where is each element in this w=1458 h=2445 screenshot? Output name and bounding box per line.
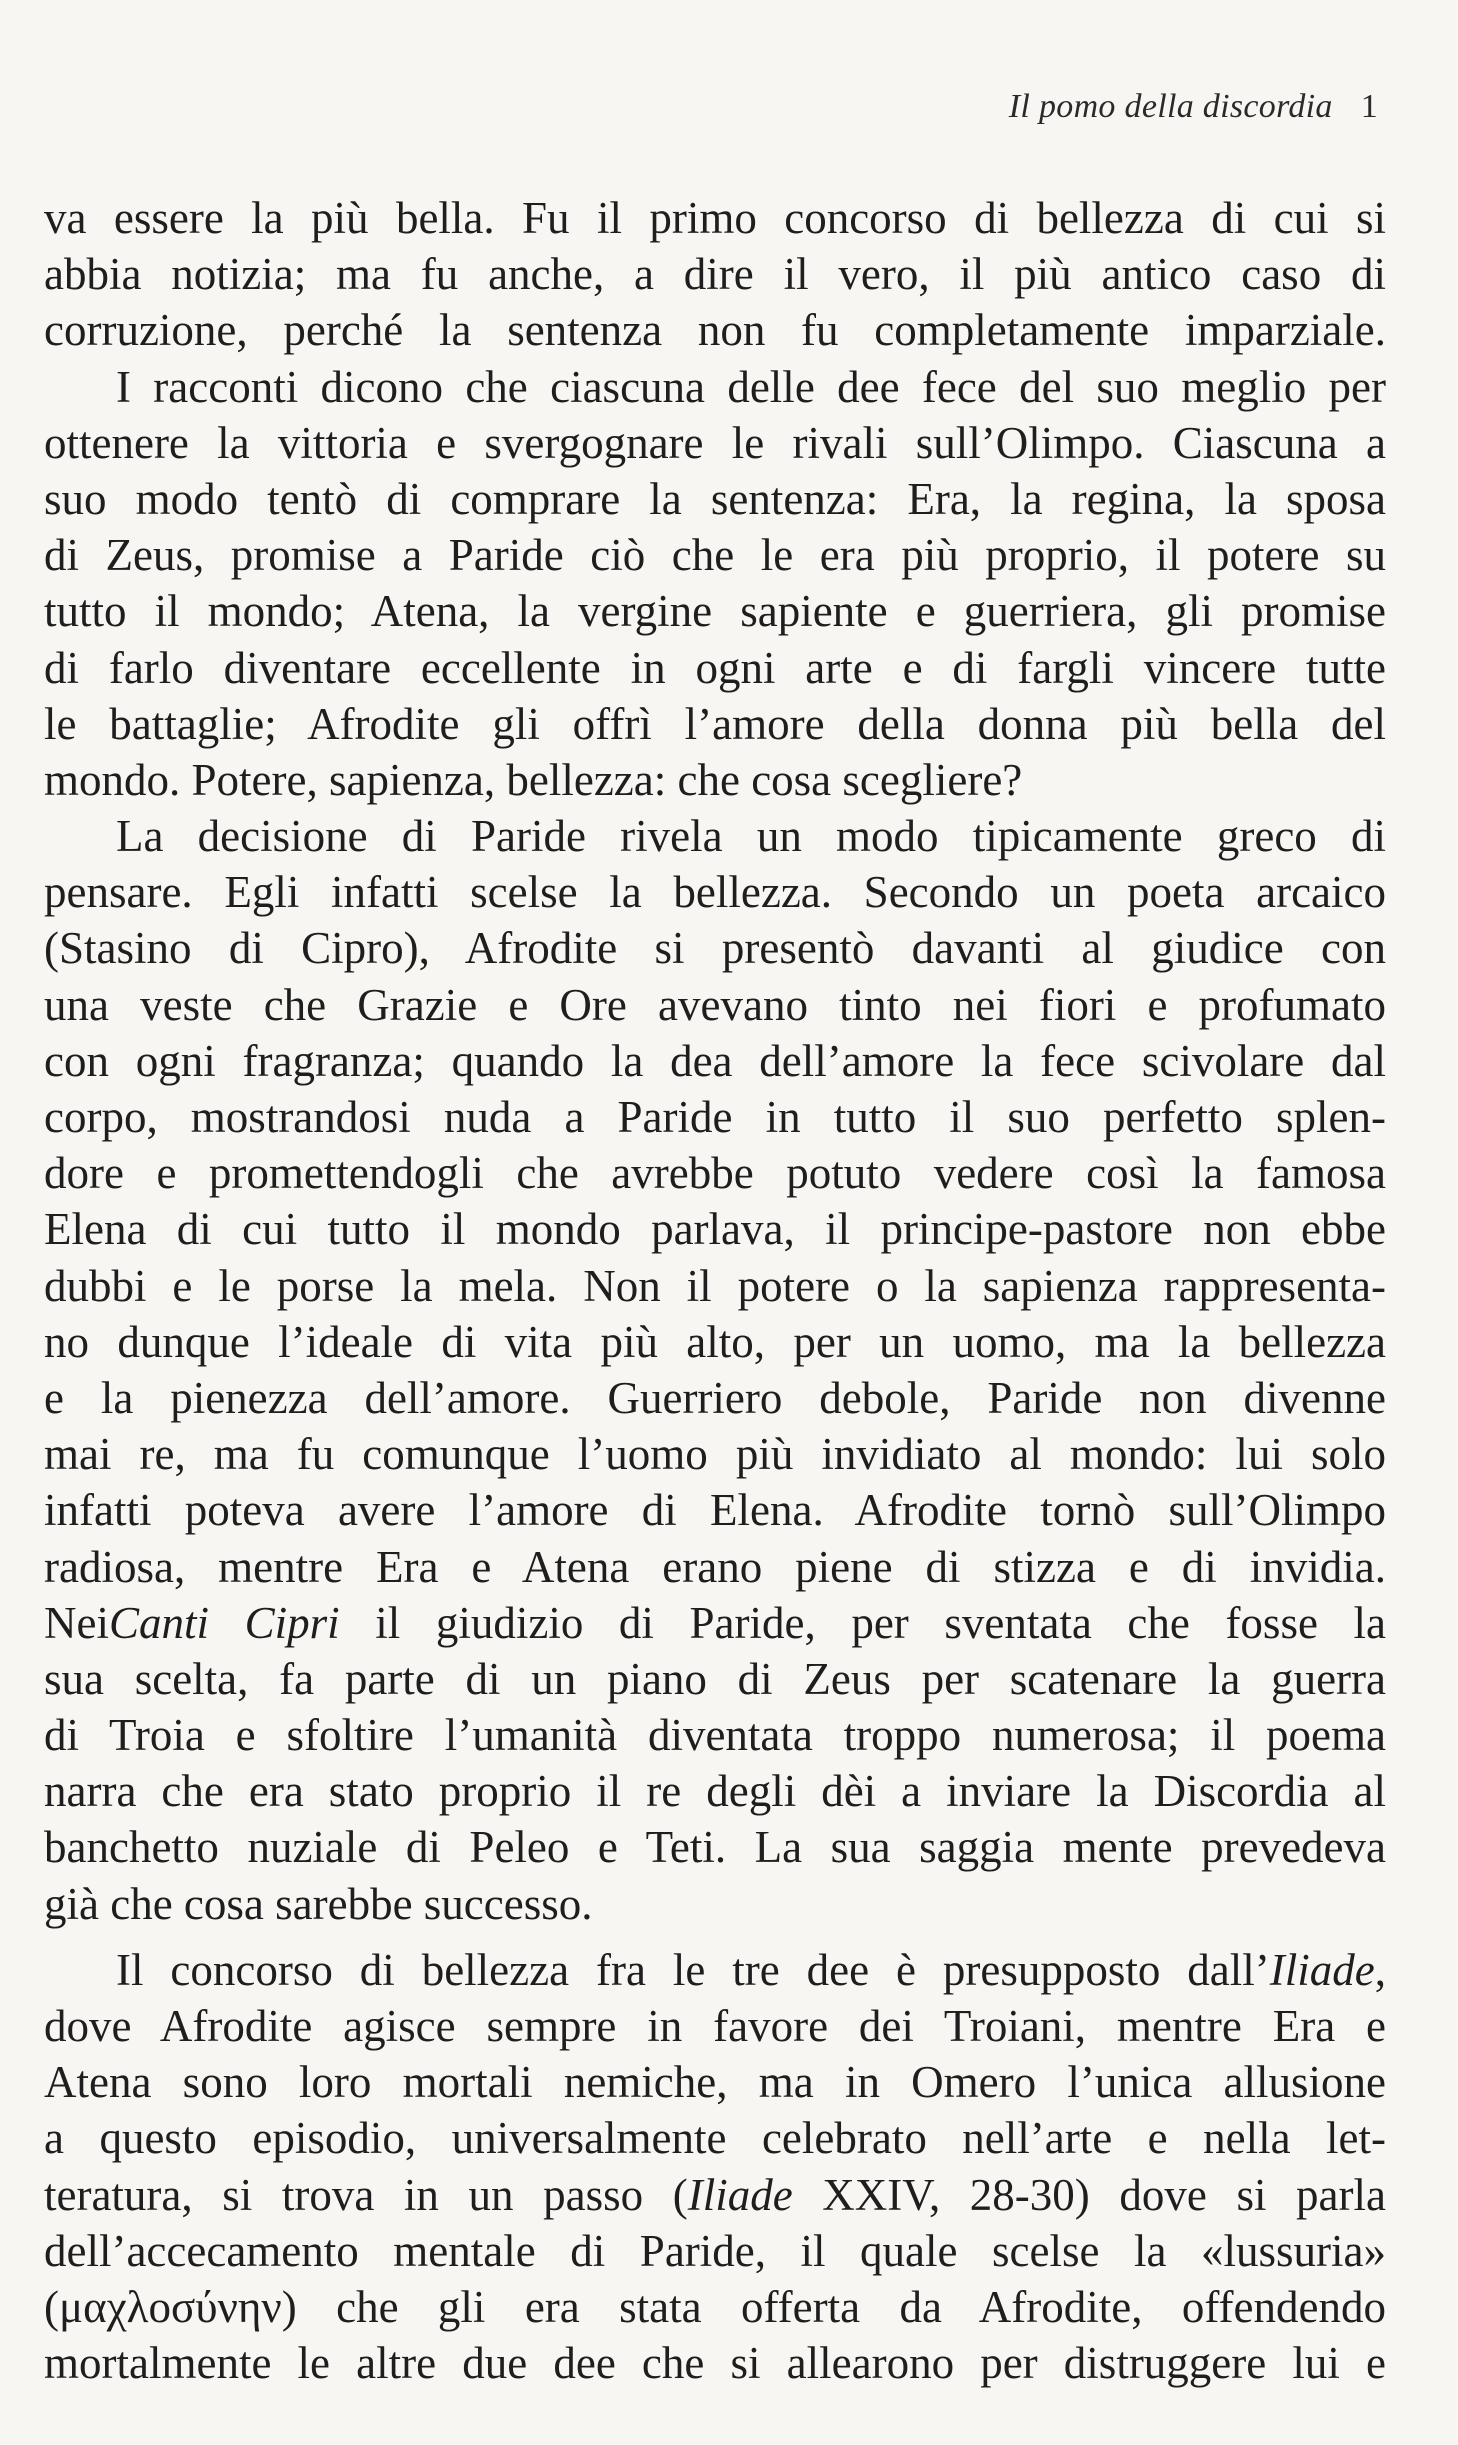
text-run: mai re, ma fu comunque l’uomo più invidiato al mondo: lui solo <box>44 1429 1386 1480</box>
chapter-title: Il pomo della discordia <box>1008 88 1333 125</box>
text-run: mortalmente le altre due dee che si allearono per distruggere lui e <box>44 2338 1386 2389</box>
text-line <box>44 583 1386 639</box>
text-line <box>44 1482 1386 1538</box>
text-line <box>44 1707 1386 1763</box>
text-run: radiosa, mentre Era e Atena erano piene di stizza e di invidia. <box>44 1541 1386 1592</box>
text-run: il giudizio di Paride, per sventata che fosse la <box>339 1597 1386 1648</box>
text-run: tutto il mondo; Atena, la vergine sapiente e guerriera, gli promise <box>44 586 1386 637</box>
text-line <box>44 246 1386 302</box>
text-run: banchetto nuziale di Peleo e Teti. La sua saggia mente prevedeva <box>44 1822 1386 1873</box>
text-line <box>44 1539 1386 1595</box>
text-line <box>44 471 1386 527</box>
text-line <box>44 1819 1386 1875</box>
text-line <box>44 302 1386 358</box>
text-run: suo modo tentò di comprare la sentenza: Era, la regina, la sposa <box>44 473 1386 524</box>
text-run: dubbi e le porse la mela. Non il potere o la sapienza rappresenta- <box>44 1260 1386 1311</box>
italic-title: Canti Cipri <box>108 1597 340 1648</box>
text-line <box>44 359 1386 415</box>
text-run: dell’accecamento mentale di Paride, il quale scelse la «lussuria» <box>44 2225 1386 2276</box>
text-run: infatti poteva avere l’amore di Elena. Afrodite tornò sull’Olimpo <box>44 1485 1386 1536</box>
text-run: sua scelta, fa parte di un piano di Zeus per scatenare la guerra <box>44 1653 1386 1704</box>
text-run: Elena di cui tutto il mondo parlava, il principe-pastore non ebbe <box>44 1204 1386 1255</box>
text-line <box>44 1651 1386 1707</box>
text-line <box>44 1595 1386 1651</box>
text-run: di farlo diventare eccellente in ogni arte e di fargli vincere tutte <box>44 642 1386 693</box>
text-run: XXIV, 28-30) dove si parla <box>792 2169 1386 2220</box>
text-line <box>44 752 1386 808</box>
text-line <box>44 2167 1386 2223</box>
text-line <box>44 1145 1386 1201</box>
text-run: (μαχλοσύνην) che gli era stata offerta da Afrodite, offendendo <box>44 2281 1386 2332</box>
text-line <box>44 1258 1386 1314</box>
text-line <box>44 190 1386 246</box>
text-run: corruzione, perché la sentenza non fu completamente imparziale. <box>44 305 1386 356</box>
text-line <box>44 1998 1386 2054</box>
text-run: Il concorso di bellezza fra le tre dee è presupposto dall’ <box>116 1944 1270 1995</box>
text-run: Atena sono loro mortali nemiche, ma in Omero l’unica allusione <box>44 2057 1386 2108</box>
text-line <box>44 808 1386 864</box>
text-run: (Stasino di Cipro), Afrodite si presentò davanti al giudice con <box>44 923 1386 974</box>
text-line <box>44 640 1386 696</box>
text-line <box>44 2110 1386 2166</box>
text-run: va essere la più bella. Fu il primo concorso di bellezza di cui si <box>44 193 1386 243</box>
text-run: I racconti dicono che ciascuna delle dee fece del suo meglio per <box>116 361 1386 412</box>
text-run: una veste che Grazie e Ore avevano tinto nei fiori e profumato <box>44 979 1386 1030</box>
text-run: corpo, mostrandosi nuda a Paride in tutto il suo perfetto splen- <box>44 1092 1386 1142</box>
running-header <box>1009 88 1378 126</box>
italic-title: Iliade <box>1269 1944 1375 1995</box>
text-line <box>44 1876 1386 1932</box>
text-line <box>44 1089 1386 1145</box>
text-run: dove Afrodite agisce sempre in favore dei Troiani, mentre Era e <box>44 2001 1386 2051</box>
text-line <box>44 977 1386 1033</box>
text-line <box>44 2054 1386 2110</box>
text-run: ottenere la vittoria e svergognare le rivali sull’Olimpo. Ciascuna a <box>44 417 1386 468</box>
text-line <box>44 1314 1386 1370</box>
text-run: teratura, si trova in un passo ( <box>44 2169 688 2220</box>
text-run: a questo episodio, universalmente celebrato nell’arte e nella let- <box>44 2113 1386 2164</box>
text-run: Nei <box>44 1597 109 1648</box>
text-run: no dunque l’ideale di vita più alto, per un uomo, ma la bellezza <box>44 1316 1386 1367</box>
text-run: di Troia e sfoltire l’umanità diventata troppo numerosa; il poema <box>44 1710 1386 1761</box>
text-line <box>44 864 1386 920</box>
page-number: 1 <box>1360 88 1378 125</box>
text-line <box>44 1942 1386 1998</box>
text-line <box>44 2335 1386 2391</box>
text-run: di Zeus, promise a Paride ciò che le era più proprio, il potere su <box>44 530 1386 581</box>
italic-title: Iliade <box>687 2169 793 2220</box>
text-run: e la pienezza dell’amore. Guerriero debole, Paride non divenne <box>44 1372 1386 1423</box>
text-run: narra che era stato proprio il re degli dèi a inviare la Discordia al <box>44 1766 1386 1817</box>
text-line <box>44 2279 1386 2335</box>
text-line <box>44 415 1386 471</box>
text-line <box>44 1370 1386 1426</box>
text-run: già che cosa sarebbe successo. <box>44 1878 593 1929</box>
text-run: La decisione di Paride rivela un modo tipicamente greco di <box>116 811 1386 862</box>
text-run: con ogni fragranza; quando la dea dell’amore la fece scivolare dal <box>44 1035 1386 1086</box>
text-run: pensare. Egli infatti scelse la bellezza. Secondo un poeta arcaico <box>44 867 1386 918</box>
text-line <box>44 1426 1386 1482</box>
text-line <box>44 1201 1386 1257</box>
text-line <box>44 1033 1386 1089</box>
text-run: dore e promettendogli che avrebbe potuto vedere così la famosa <box>44 1148 1386 1199</box>
text-line <box>44 920 1386 976</box>
text-line <box>44 1763 1386 1819</box>
text-line <box>44 696 1386 752</box>
text-run: mondo. Potere, sapienza, bellezza: che cosa scegliere? <box>44 754 1023 805</box>
text-run: le battaglie; Afrodite gli offrì l’amore della donna più bella del <box>44 698 1386 749</box>
text-run: abbia notizia; ma fu anche, a dire il vero, il più antico caso di <box>44 249 1386 300</box>
text-line <box>44 527 1386 583</box>
text-run: , <box>1374 1944 1386 1995</box>
body-text <box>44 190 1386 2391</box>
text-line <box>44 2223 1386 2279</box>
